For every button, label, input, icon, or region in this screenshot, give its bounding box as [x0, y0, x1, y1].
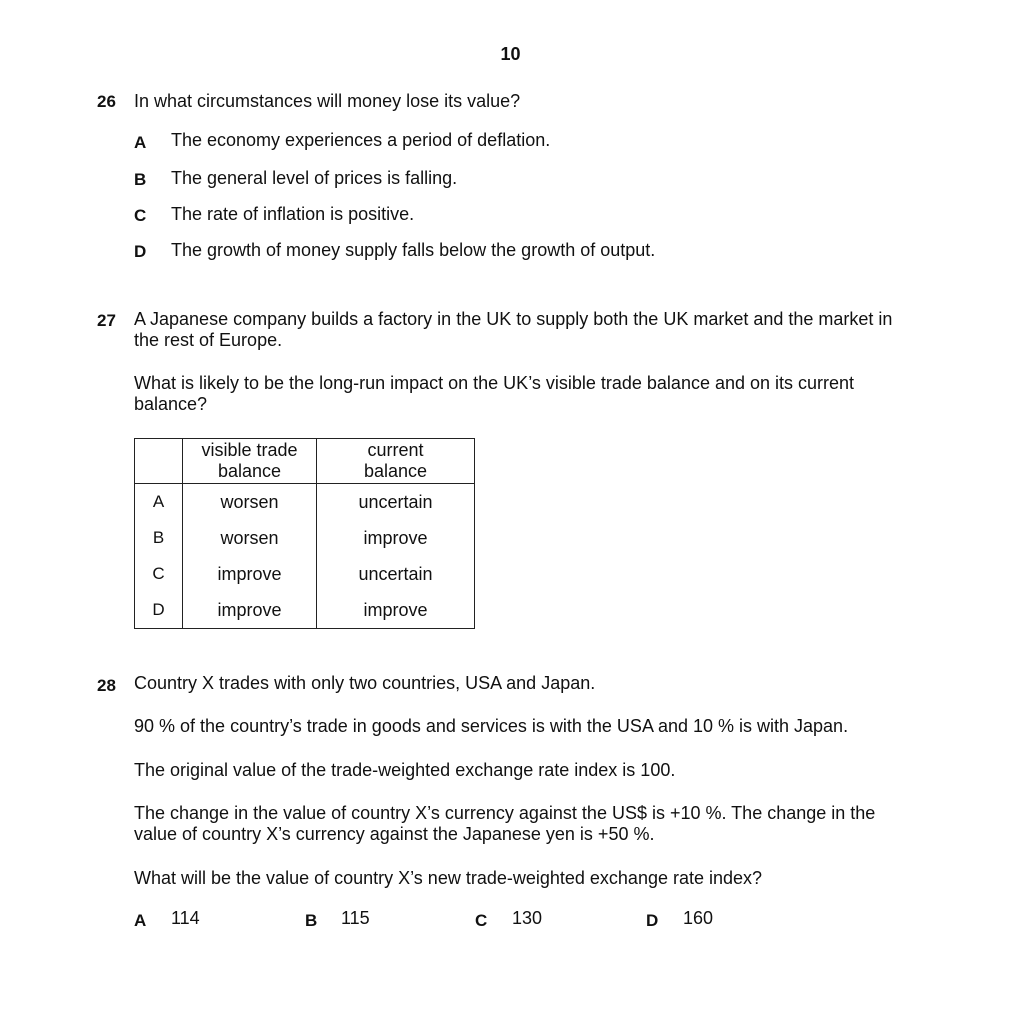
question-27-stem-line1: A Japanese company builds a factory in the UK to supply both the UK market and the market in	[134, 309, 893, 329]
q26-option-a-text: The economy experiences a period of deflation.	[171, 130, 551, 150]
table-cell-current: uncertain	[317, 484, 475, 521]
question-28-line3: The original value of the trade-weighted exchange rate index is 100.	[134, 760, 676, 780]
question-28-number: 28	[97, 676, 116, 695]
q26-option-b-text: The general level of prices is falling.	[171, 168, 458, 188]
table-header-visible-trade-balance	[183, 439, 317, 484]
question-28-line1: Country X trades with only two countries, USA and Japan.	[134, 673, 596, 693]
table-cell-visible: improve	[183, 556, 317, 592]
table-header-current-balance	[317, 439, 475, 484]
q28-option-a-text: 114	[171, 908, 200, 928]
question-28-question: What will be the value of country X’s new trade-weighted exchange rate index?	[134, 868, 763, 888]
header-visible-line1: visible trade	[201, 440, 298, 460]
q28-option-d-text: 160	[683, 908, 714, 928]
table-header-row	[135, 439, 475, 484]
table-row-letter: A	[135, 484, 183, 521]
table-row-letter: C	[135, 556, 183, 592]
question-26-text: In what circumstances will money lose its value?	[134, 91, 521, 111]
q26-option-d-letter: D	[134, 242, 147, 261]
q28-option-b-letter: B	[305, 911, 318, 930]
table-row-letter: D	[135, 592, 183, 629]
table-row	[135, 484, 475, 521]
table-cell-current: uncertain	[317, 556, 475, 592]
table-row	[135, 520, 475, 556]
table-cell-visible: worsen	[183, 484, 317, 521]
question-28-line4a: The change in the value of country X’s currency against the US$ is +10 %. The change in the	[134, 803, 876, 823]
table-row	[135, 556, 475, 592]
question-27-number: 27	[97, 311, 116, 330]
q26-option-c-letter: C	[134, 206, 147, 225]
header-current-line1: current	[367, 440, 424, 460]
question-28-line4b: value of country X’s currency against the Japanese yen is +50 %.	[134, 824, 655, 844]
trade-balance-answer-table	[134, 438, 475, 629]
q28-option-b-text: 115	[341, 908, 370, 928]
table-cell-visible: worsen	[183, 520, 317, 556]
question-28-line2: 90 % of the country’s trade in goods and services is with the USA and 10 % is with Japan.	[134, 716, 849, 736]
q26-option-c-text: The rate of inflation is positive.	[171, 204, 415, 224]
table-row	[135, 592, 475, 629]
question-27-stem-line2: the rest of Europe.	[134, 330, 283, 350]
header-visible-line2: balance	[217, 461, 282, 481]
page-number: 10	[500, 44, 521, 64]
header-current-line2: balance	[363, 461, 428, 481]
question-27-question-line1: What is likely to be the long-run impact on the UK’s visible trade balance and on its current	[134, 373, 855, 393]
question-26-number: 26	[97, 92, 116, 111]
q28-option-c-text: 130	[512, 908, 543, 928]
q26-option-b-letter: B	[134, 170, 147, 189]
table-cell-current: improve	[317, 520, 475, 556]
table-header-empty	[135, 439, 183, 484]
table-cell-current: improve	[317, 592, 475, 629]
table-cell-visible: improve	[183, 592, 317, 629]
question-27-question-line2: balance?	[134, 394, 208, 414]
table-row-letter: B	[135, 520, 183, 556]
q26-option-d-text: The growth of money supply falls below the growth of output.	[171, 240, 656, 260]
q28-option-c-letter: C	[475, 911, 488, 930]
q26-option-a-letter: A	[134, 133, 147, 152]
q28-option-d-letter: D	[646, 911, 659, 930]
q28-option-a-letter: A	[134, 911, 147, 930]
